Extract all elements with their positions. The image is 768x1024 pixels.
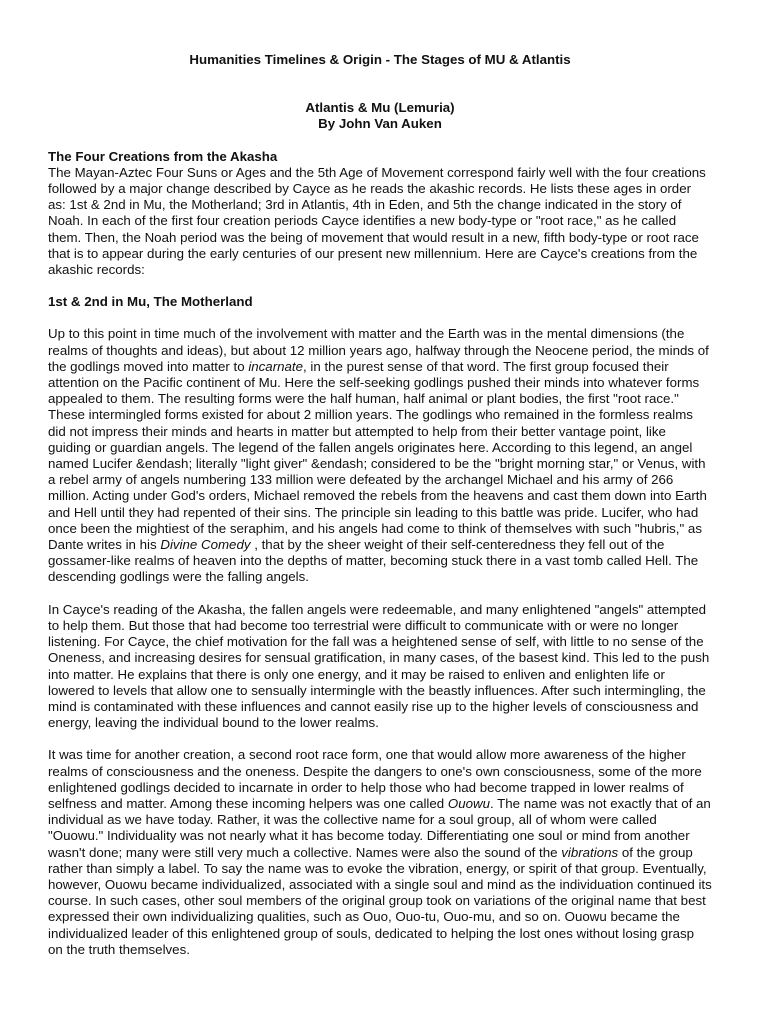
document-author: By John Van Auken [318, 116, 442, 132]
paragraph-text: of the group rather than simply a label. To say the name was to evoke the vibration, energy, or spirit of that group. Eventually, however, Ouowu became individualized, associated with a single soul and mind as the individuation continued its course. In such cases, other soul members of the original group took on variations of the original name that best expressed their own individualizing qualities, such as Ouo, Ouo-tu, Ouo-mu, and so on. Ouowu became the individualized leader of this enlightened group of souls, dedicated to helping the lost ones without losing grasp on the truth themselves. [48, 844, 712, 957]
paragraph-fallen-angels: In Cayce's reading of the Akasha, the fallen angels were redeemable, and many enlightened "angels" attempted to help them. But those that had become too terrestrial were difficult to communicate with or were no longer listening. For Cayce, the chief motivation for the fall was a heightened sense of self, with little to no sense of the Oneness, and increasing desires for sensual gratification, in many cases, of the basest kind. This led to the push into matter. He explains that there is only one energy, and it may be raised to enliven and enlighten life or lowered to levels that allow one to sensually intermingle with the beastly influences. After such intermingling, the mind is contaminated with these influences and cannot easily rise up to the higher levels of consciousness and energy, leaving the individual bound to the lower realms. [48, 601, 710, 731]
document-title: Humanities Timelines & Origin - The Stages of MU & Atlantis [189, 52, 571, 67]
paragraph-text: , that by the sheer weight of their self-centeredness they fell out of the gossamer-like realms of heaven into the depths of matter, becoming stuck there in a vast tomb called Hell. The descending godlings were the falling angels. [48, 537, 699, 585]
emphasis-divine-comedy: Divine Comedy [160, 537, 251, 553]
emphasis-vibrations: vibrations [561, 844, 619, 860]
section-paragraph-four-creations: The Mayan-Aztec Four Suns or Ages and the 5th Age of Movement correspond fairly well with the four creations followed by a major change described by Cayce as he reads the akashic records. He lists these ages in order as: 1st & 2nd in Mu, the Motherland; 3rd in Atlantis, 4th in Eden, and 5th the change indicated in the story of Noah. In each of the first four creation periods Cayce identifies a new body-type or "root race," as he called them. Then, the Noah period was the being of movement that would result in a new, fifth body-type or root race that is to appear during the early centuries of our present new millennium. Here are Cayce's creations from the akashic records: [48, 164, 706, 278]
section-heading-four-creations: The Four Creations from the Akasha [48, 148, 278, 164]
emphasis-incarnate: incarnate [248, 358, 304, 374]
emphasis-ouowu: Ouowu [447, 795, 491, 811]
paragraph-second-root-race [48, 747, 712, 958]
document-subtitle: Atlantis & Mu (Lemuria) [305, 100, 455, 116]
paragraph-text: It was time for another creation, a second root race form, one that would allow more awareness of the higher realms of consciousness and the oneness. Despite the dangers to one's own consciousness, some of the more enlightened godlings decided to incarnate in order to help those who had become trapped in lower realms of selfness and matter. Among these incoming helpers was one called [48, 747, 702, 811]
paragraph-text: Up to this point in time much of the involvement with matter and the Earth was in the mental dimensions (the realms of thoughts and ideas), but about 12 million years ago, halfway through the Neocene period, the minds of the godlings moved into matter to [48, 326, 709, 374]
section-heading-mu-motherland: 1st & 2nd in Mu, The Motherland [48, 294, 253, 310]
paragraph-text: . The name was not exactly that of an individual as we have today. Rather, it was the collective name for a soul group, all of whom were called "Ouowu." Individuality was not nearly what it has become today. Differentiating one soul or mind from another wasn't done; many were still very much a collective. Names were also the sound of the [48, 795, 711, 860]
paragraph-godlings-incarnate [48, 326, 712, 585]
paragraph-text: , in the purest sense of that word. The first group focused their attention on the Pacific continent of Mu. Here the self-seeking godlings pushed their minds into whatever forms appealed to them. The resulting forms were the half human, half animal or plant bodies, the first "root race." These intermingled forms existed for about 2 million years. The godlings who remained in the formless realms did not impress their minds and hearts in matter but attempted to help from their better vantage point, like guiding or guardian angels. The legend of the fallen angels originates here. According to this legend, an angel named Lucifer &endash; literally "light giver" &endash; considered to be the "bright morning star," or Venus, with a rebel army of angels numbering 133 million were defeated by the archangel Michael and his army of 266 million. Acting under God's orders, Michael removed the rebels from the heavens and cast them down into Earth and Hell until they had repented of their sins. The principle sin leading to this battle was pride. Lucifer, who had once been the mightiest of the seraphim, and his angels had come to think of themselves with such "hubris," as Dante writes in his [48, 358, 707, 553]
